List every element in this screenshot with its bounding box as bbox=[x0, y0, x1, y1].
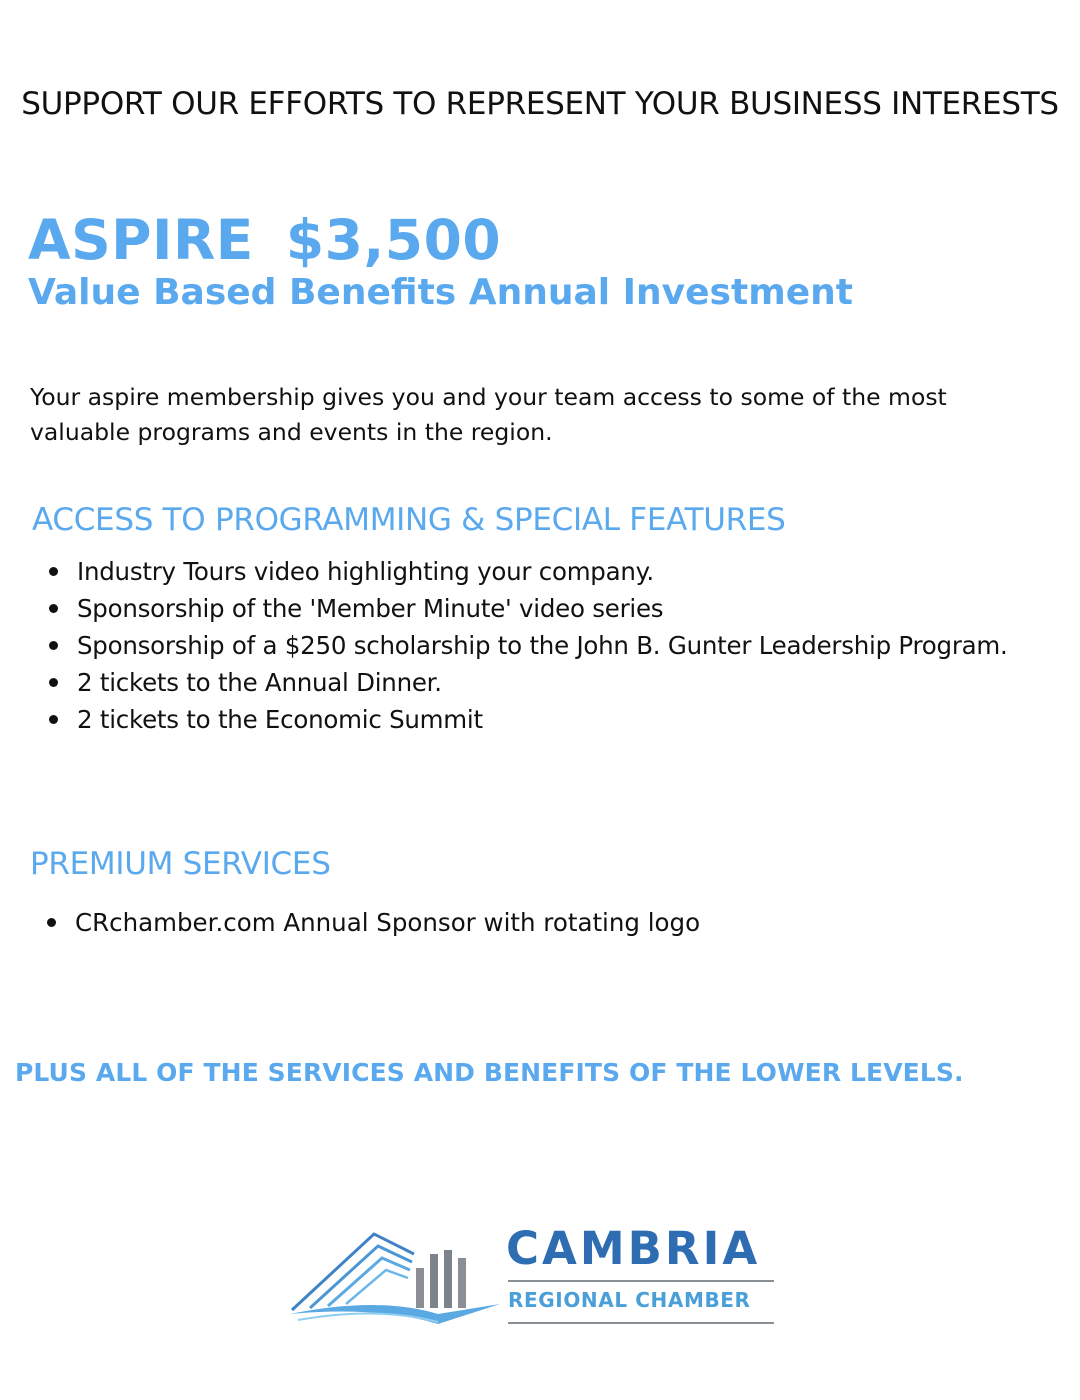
programming-section-heading: ACCESS TO PROGRAMMING & SPECIAL FEATURES bbox=[32, 502, 786, 538]
tier-name: ASPIRE bbox=[28, 208, 254, 272]
tier-title bbox=[28, 208, 501, 272]
logo-wordmark: CAMBRIA bbox=[506, 1222, 761, 1275]
list-item: 2 tickets to the Annual Dinner. bbox=[30, 664, 1008, 701]
lower-levels-note: PLUS ALL OF THE SERVICES AND BENEFITS OF THE LOWER LEVELS. bbox=[15, 1058, 964, 1087]
list-item: Sponsorship of a $250 scholarship to the John B. Gunter Leadership Program. bbox=[30, 627, 1008, 664]
support-heading: SUPPORT OUR EFFORTS TO REPRESENT YOUR BUSINESS INTERESTS bbox=[21, 86, 1059, 122]
tier-price: $3,500 bbox=[285, 208, 502, 272]
list-item: 2 tickets to the Economic Summit bbox=[30, 701, 1008, 738]
list-item: Sponsorship of the 'Member Minute' video series bbox=[30, 590, 1008, 627]
tier-subtitle: Value Based Benefits Annual Investment bbox=[28, 272, 853, 313]
tier-description: Your aspire membership gives you and your team access to some of the most valuable programs and events in the region. bbox=[30, 383, 947, 446]
programming-benefits-list bbox=[30, 553, 1008, 738]
logo-divider-top bbox=[508, 1280, 774, 1282]
logo-subtitle: REGIONAL CHAMBER bbox=[508, 1288, 751, 1312]
logo-divider-bottom bbox=[508, 1322, 774, 1324]
list-item: CRchamber.com Annual Sponsor with rotating logo bbox=[28, 904, 700, 941]
list-item: Industry Tours video highlighting your company. bbox=[30, 553, 1008, 590]
premium-section-heading: PREMIUM SERVICES bbox=[30, 846, 331, 882]
chamber-building-logo-icon bbox=[288, 1224, 502, 1328]
premium-benefits-list bbox=[28, 904, 700, 941]
